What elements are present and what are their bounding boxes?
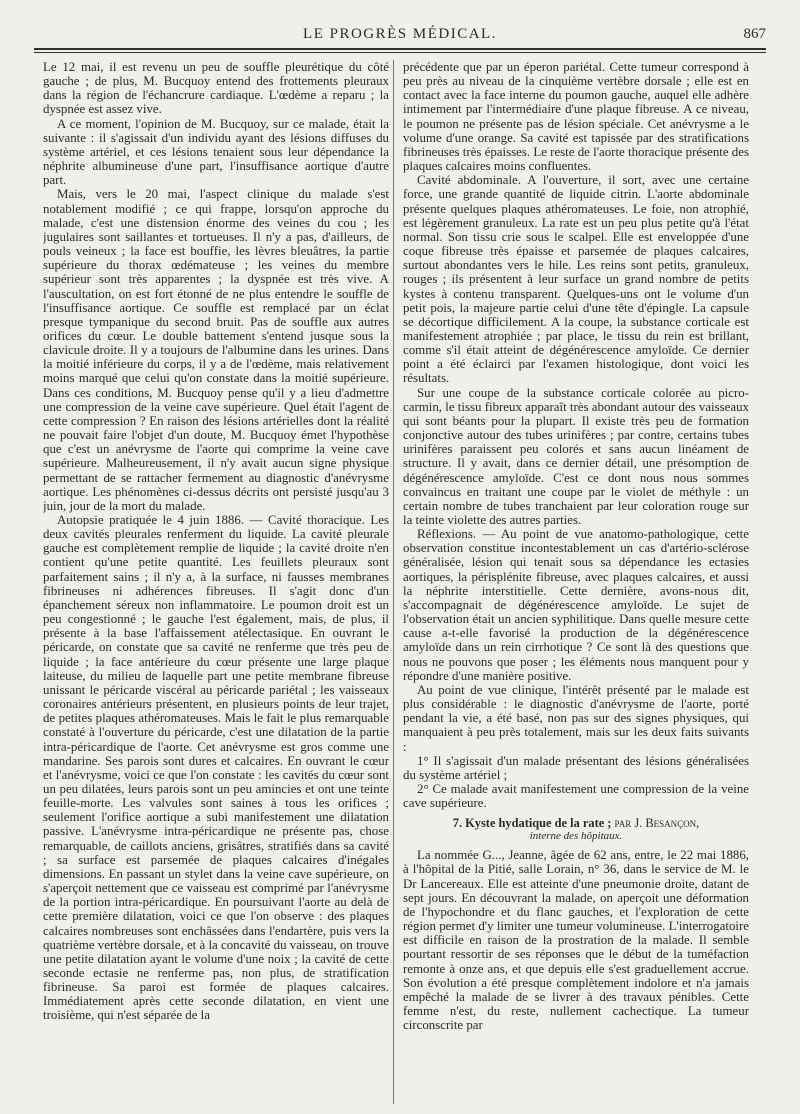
page-number: 867 (743, 26, 766, 42)
article-heading (403, 816, 749, 830)
article-title: 7. Kyste hydatique de la rate ; (452, 816, 612, 831)
header-rule (34, 48, 766, 53)
paragraph: A ce moment, l'opinion de M. Bucquoy, sur ce malade, était la suivante : il s'agissait d'un individu ayant des lésions diffuses du système artériel, et ces lésions tenaient sous leur dépendance la néphrite albumineuse d'une part, l'insuffisance aortique d'autre part. (43, 116, 389, 188)
paragraph: Autopsie pratiquée le 4 juin 1886. — Cavité thoracique. Les deux cavités pleurales renferment du liquide. La cavité pleurale gauche est complètement remplie de liquide ; la cavité droite n'en contient qu'une petite quantité. Les feuillets pleuraux sont parfaitement sains ; il n'y a, à la surface, ni fausses membranes fibrineuses ni adhérences fibreuses. Il s'agit donc d'un épanchement séreux non inflammatoire. Le poumon droit est un peu congestionné ; le gauche l'est également, mais, de plus, il présente à la base l'affaissement atélectasique. En ouvrant le péricarde, on constate que sa cavité ne renferme que très peu de liquide ; la face antérieure du cœur présente une large plaque laiteuse, du milieu de laquelle part une petite membrane fibreuse unissant le péricarde viscéral au péricarde pariétal ; les vaisseaux coronaires antérieurs présentent, en plusieurs points de leur trajet, de petites plaques athéromateuses. Mais le fait le plus remarquable constaté à l'ouverture du péricarde, c'est une dilatation de la partie intra-péricardique de l'aorte. Cet anévrysme est gros comme une mandarine. Ses parois sont dures et calcaires. En ouvrant le cœur et l'anévrysme, voici ce que l'on constate : les cavités du cœur sont un peu dilatées, leurs parois sont un peu amincies et ont une teinte feuille-morte. Les valvules sont saines à tous les orifices ; seulement l'orifice aortique a subi manifestement une dilatation passive. L'anévrysme intra-péricardique ne présente pas, chose remarquable, de caillots anciens, grisâtres, stratifiés dans sa cavité ; sa surface est parsemée de plaques calcaires d'inégales dimensions. En passant un stylet dans la veine cave supérieure, on s'aperçoit nettement que ce vaisseau est comprimé par l'anévrysme de la portion intra-péricardique. En poursuivant l'aorte au delà de cette première dilatation, voici ce que l'on observe : des plaques calcaires nombreuses sont enchâssées dans l'endartère, puis vers la quatrième vertèbre dorsale, et à la concavité du vaisseau, on trouve une petite dilatation ayant le volume d'une noix ; la cavité de cette seconde ectasie ne renferme pas, non plus, de stratification fibrineuse. Sa paroi est formée de plaques calcaires. Immédiatement après cette seconde dilatation, en vient une troisième, qui n'est séparée de la (43, 513, 389, 1023)
paragraph: 2° Ce malade avait manifestement une compression de la veine cave supérieure. (403, 781, 749, 811)
paragraph: La nommée G..., Jeanne, âgée de 62 ans, entre, le 22 mai 1886, à l'hôpital de la Pitié, salle Lorain, n° 36, dans le service de M. le Dr Lancereaux. Elle est atteinte d'une pneumonie droite, datant de sept jours. En découvrant la malade, on aperçoit une déformation de l'hypochondre et du flanc gauches, et l'exploration de cette région permet d'y limiter une tumeur volumineuse. L'interrogatoire est difficile en raison de la prostration de la malade. Il semble pourtant ressortir de ses réponses que le début de la tuméfaction remonte à onze ans, et que depuis elle s'est graduellement accrue. Son évolution a été presque complètement indolore et n'a jamais empêché la malade de se livrer à des travaux pénibles. Cette femme n'est, du reste, nullement cachectique. La tumeur circonscrite par (403, 848, 749, 1033)
column-rule (393, 60, 394, 1104)
paragraph: 1° Il s'agissait d'un malade présentant des lésions généralisées du système artériel ; (403, 753, 749, 782)
right-column (403, 60, 749, 1108)
paragraph: Mais, vers le 20 mai, l'aspect clinique du malade s'est notablement modifié ; ce qui frappe, lorsqu'on approche du malade, c'est une distension énorme des veines du cou ; les jugulaires sont saillantes et tortueuses. Il n'y a pas, d'ailleurs, de pouls veineux ; la face est bouffie, les lèvres bleuâtres, la partie supérieure du thorax œdémateuse ; les veines du membre supérieur sont très apparentes ; la dyspnée est très vive. A l'auscultation, on est fort étonné de ne plus entendre le souffle de l'insuffisance aortique. Ce souffle est remplacé par un éclat presque tympanique du second bruit. Pas de souffle aux autres orifices du cœur. Le double battement s'entend jusque sous la clavicule droite. Il y a toujours de l'albumine dans les urines. Dans la moitié inférieure du corps, il y a de l'œdème, mais relativement moins marqué que celui qu'on constate dans la moitié supérieure. Dans ces conditions, M. Bucquoy pense qu'il y a lieu d'admettre une compression de la veine cave supérieure. Quel était l'agent de cette compression ? En raison des lésions artérielles dont la réalité ne pouvait faire l'objet d'un doute, M. Bucquoy émet l'hypothèse que c'est un anévrysme de l'aorte qui comprime la veine cave supérieure. Malheureusement, il n'y avait aucun signe physique permettant de se rattacher fermement au diagnostic d'anévrysme aortique. Les phénomènes ci-dessus décrits ont persisté jusqu'au 3 juin, jour de la mort du malade. (43, 187, 389, 513)
article-author: par J. Besançon, (614, 816, 700, 831)
paragraph: Cavité abdominale. A l'ouverture, il sort, avec une certaine force, une grande quantité de liquide citrin. L'aorte abdominale présente quelques plaques athéromateuses. Le foie, non atrophié, est légèrement granuleux. La rate est un peu plus petite qu'à l'état normal. Son tissu crie sous le scalpel. Elle est enveloppée d'une coque fibreuse très épaisse et parsemée de plaques calcaires, surtout abondantes vers le hile. Les reins sont petits, granuleux, rouges ; ils présentent à leur surface un grand nombre de petits kystes à contenu transparent. Quelques-uns ont le volume d'un petit pois, la majeure partie celui d'une tête d'épingle. La capsule se décortique difficilement. A la coupe, la substance corticale est manifestement atrophiée ; par place, le tissu du rein est brillant, comme s'il était atteint de dégénérescence amyloïde. Ce dernier point a été éclairci par l'examen histologique, dont voici les résultats. (403, 173, 749, 386)
paragraph: Le 12 mai, il est revenu un peu de souffle pleurétique du côté gauche ; de plus, M. Bucquoy entend des frottements pleuraux dans la région de l'échancrure cardiaque. L'œdème a reparu ; la dyspnée est assez vive. (43, 60, 389, 117)
paragraph: précédente que par un éperon pariétal. Cette tumeur correspond à peu près au niveau de la cinquième vertèbre dorsale ; elle est en contact avec la face interne du poumon gauche, auquel elle adhère intimement par l'intermédiaire d'une plaque fibreuse. A ce niveau, le poumon ne présente pas de lésion spéciale. Cet anévrysme a le volume d'une orange. Sa cavité est tapissée par des stratifications fibrineuses très épaisses. Le reste de l'aorte thoracique présente des plaques calcaires moins confluentes. (403, 60, 749, 174)
running-head (34, 26, 766, 48)
running-title: LE PROGRÈS MÉDICAL. (303, 26, 497, 42)
paragraph: Réflexions. — Au point de vue anatomo-pathologique, cette observation constitue incontestablement un cas d'artério-sclérose généralisée, lésion qui tenait sous sa dépendance les ectasies aortiques, la périsplénite fibreuse, avec plaques calcaires, et aussi la néphrite interstitielle. Cette dernière, avons-nous dit, s'accompagnait de dégénérescence amyloïde. Le sujet de l'observation était un ancien syphilitique. Dans quelle mesure cette cause a-t-elle favorisé la production de la dégénérescence amyloïde dans un rein cirrhotique ? Ce sont là des questions que nous ne pouvons que poser ; les éléments nous manquent pour y répondre d'une manière positive. (403, 527, 749, 683)
left-column (43, 60, 389, 1108)
article-subtitle: interne des hôpitaux. (529, 830, 623, 843)
paragraph: Sur une coupe de la substance corticale colorée au picro-carmin, le tissu fibreux apparaît très abondant autour des vaisseaux qui sont béants pour la plupart. Il existe très peu de formation conjonctive autour des tubes urinifères ; par contre, certains tubes urinifères paraissent peu colorés et sans aucun linéament de structure. Il y avait, dans ce dernier détail, une présomption de dégénérescence amyloïde. C'est ce dont nous nous sommes convaincus en traitant une coupe par le violet de méthyle : un certain nombre de tubes tranchaient par leur coloration rouge sur la teinte violette des autres parties. (403, 385, 749, 527)
paragraph: Au point de vue clinique, l'intérêt présenté par le malade est plus considérable : le diagnostic d'anévrysme de l'aorte, porté pendant la vie, a été basé, non pas sur des signes physiques, qui manquaient à peu près totalement, mais sur les deux faits suivants : (403, 682, 749, 754)
